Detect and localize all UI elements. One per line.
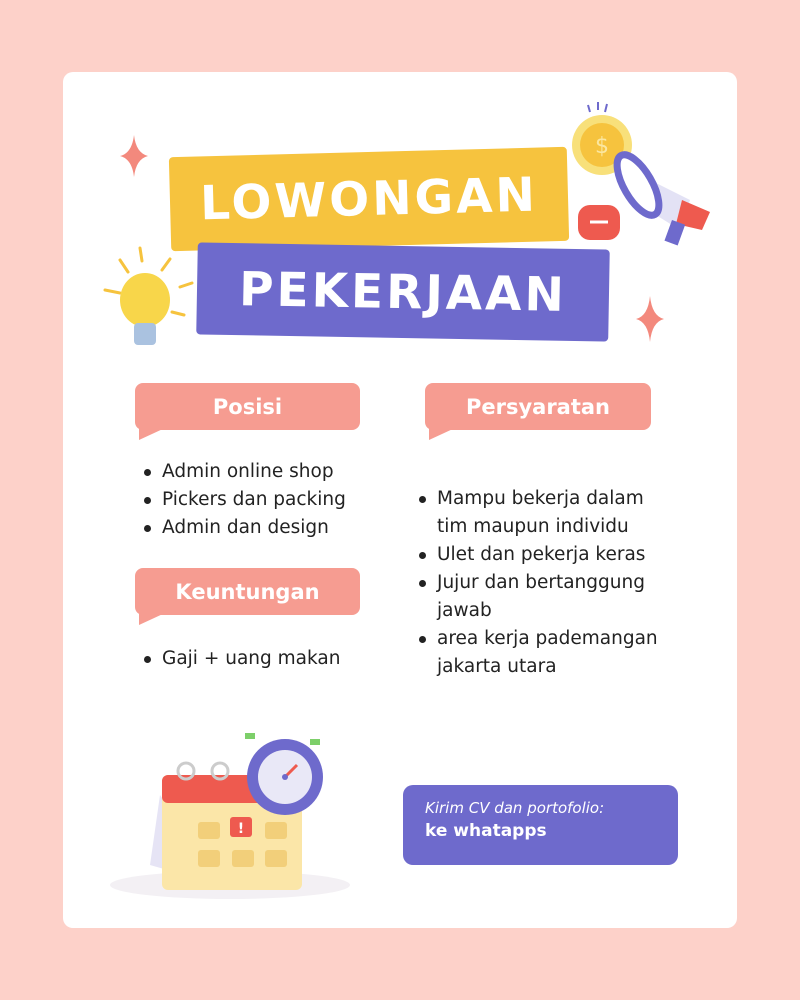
sparkle-icon <box>120 135 148 177</box>
title-line-2: PEKERJAAN <box>196 242 610 341</box>
megaphone-icon <box>570 100 720 250</box>
list-item: Admin online shop <box>140 458 346 486</box>
contact-method: ke whatapps <box>425 821 547 841</box>
contact-instruction: Kirim CV dan portofolio: <box>425 799 605 817</box>
keuntungan-label: Keuntungan <box>135 568 360 615</box>
svg-text:$: $ <box>595 134 609 159</box>
list-item: Mampu bekerja dalam tim maupun individu <box>415 485 675 541</box>
lightbulb-icon <box>100 245 210 350</box>
calendar-clock-icon <box>100 725 360 905</box>
list-item: Pickers dan packing <box>140 486 346 514</box>
list-item: Gaji + uang makan <box>140 645 340 673</box>
title-line-1: LOWONGAN <box>169 147 569 251</box>
sparkle-icon <box>636 296 664 342</box>
persyaratan-list <box>415 485 675 681</box>
persyaratan-label: Persyaratan <box>425 383 651 430</box>
keuntungan-list <box>140 645 340 673</box>
list-item: Jujur dan bertanggung jawab <box>415 569 675 625</box>
posisi-list <box>140 458 346 542</box>
svg-text:!: ! <box>237 821 245 837</box>
list-item: area kerja pademangan jakarta utara <box>415 625 675 681</box>
list-item: Ulet dan pekerja keras <box>415 541 675 569</box>
contact-box <box>403 785 678 865</box>
posisi-label: Posisi <box>135 383 360 430</box>
list-item: Admin dan design <box>140 514 346 542</box>
